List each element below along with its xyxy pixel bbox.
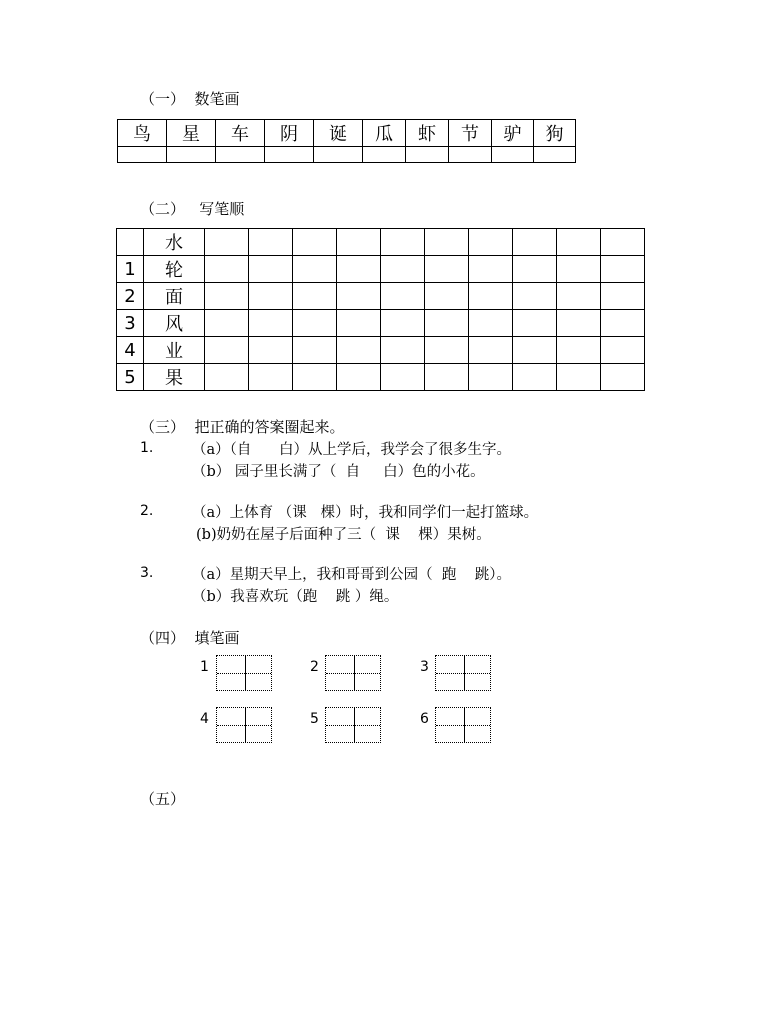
answer-cell[interactable] [314, 147, 363, 163]
answer-cell[interactable] [534, 147, 576, 163]
question-option-a[interactable]: （a）上体育 （课 棵）时，我和同学们一起打篮球。 [192, 505, 539, 521]
stroke-order-cell[interactable] [337, 364, 381, 391]
row-number [117, 229, 144, 256]
row-number: 2 [117, 283, 144, 310]
question-number: 1. [140, 440, 154, 456]
stroke-order-cell[interactable] [249, 337, 293, 364]
question-option-b[interactable]: （b）我喜欢玩（跑 跳 ）绳。 [192, 589, 399, 605]
char-cell: 阴 [265, 120, 314, 147]
answer-cell[interactable] [406, 147, 449, 163]
stroke-fill-box[interactable] [325, 655, 381, 691]
box-number: 4 [200, 711, 209, 727]
stroke-order-cell[interactable] [293, 310, 337, 337]
stroke-order-cell[interactable] [337, 229, 381, 256]
stroke-count-table [117, 119, 576, 163]
stroke-order-cell[interactable] [601, 364, 645, 391]
box-number: 2 [310, 659, 319, 675]
stroke-order-cell[interactable] [557, 364, 601, 391]
stroke-order-cell[interactable] [381, 283, 425, 310]
char-cell: 诞 [314, 120, 363, 147]
stroke-order-cell[interactable] [249, 364, 293, 391]
stroke-order-cell[interactable] [513, 364, 557, 391]
row-character: 业 [144, 337, 205, 364]
stroke-order-cell[interactable] [601, 283, 645, 310]
stroke-order-cell[interactable] [337, 310, 381, 337]
stroke-order-cell[interactable] [337, 337, 381, 364]
box-number: 5 [310, 711, 319, 727]
stroke-order-cell[interactable] [425, 256, 469, 283]
answer-cell[interactable] [216, 147, 265, 163]
stroke-order-cell[interactable] [337, 256, 381, 283]
char-cell: 狗 [534, 120, 576, 147]
stroke-order-cell[interactable] [205, 364, 249, 391]
stroke-order-cell[interactable] [249, 283, 293, 310]
stroke-order-cell[interactable] [601, 310, 645, 337]
stroke-order-cell[interactable] [469, 364, 513, 391]
char-cell: 鸟 [118, 120, 167, 147]
char-cell: 节 [449, 120, 492, 147]
section5-title: （五） [140, 790, 186, 808]
stroke-order-cell[interactable] [249, 256, 293, 283]
stroke-order-cell[interactable] [513, 310, 557, 337]
stroke-order-cell[interactable] [513, 229, 557, 256]
stroke-order-cell[interactable] [557, 337, 601, 364]
stroke-order-cell[interactable] [293, 283, 337, 310]
stroke-order-cell[interactable] [425, 229, 469, 256]
section1-title: （一） 数笔画 [140, 90, 240, 108]
stroke-order-cell[interactable] [513, 256, 557, 283]
row-number: 4 [117, 337, 144, 364]
stroke-order-cell[interactable] [425, 283, 469, 310]
stroke-order-cell[interactable] [249, 310, 293, 337]
stroke-order-cell[interactable] [557, 229, 601, 256]
stroke-order-cell[interactable] [249, 229, 293, 256]
section4-title: （四） 填笔画 [140, 629, 240, 647]
stroke-order-cell[interactable] [425, 364, 469, 391]
question-option-a[interactable]: （a）（自 白）从上学后，我学会了很多生字。 [192, 442, 512, 458]
stroke-order-cell[interactable] [205, 229, 249, 256]
stroke-order-cell[interactable] [469, 310, 513, 337]
question-number: 2. [140, 503, 154, 519]
stroke-order-row [117, 229, 645, 256]
box-number: 1 [200, 659, 209, 675]
row-character: 轮 [144, 256, 205, 283]
stroke-order-cell[interactable] [381, 364, 425, 391]
stroke-order-cell[interactable] [381, 337, 425, 364]
stroke-order-cell[interactable] [557, 310, 601, 337]
box-number: 6 [420, 711, 429, 727]
stroke-order-cell[interactable] [557, 283, 601, 310]
stroke-fill-box[interactable] [216, 655, 272, 691]
stroke-order-row [117, 310, 645, 337]
stroke-order-cell[interactable] [601, 337, 645, 364]
row-character: 面 [144, 283, 205, 310]
row-number: 5 [117, 364, 144, 391]
row-character: 水 [144, 229, 205, 256]
question-number: 3. [140, 565, 154, 581]
stroke-order-cell[interactable] [381, 310, 425, 337]
stroke-order-cell[interactable] [469, 337, 513, 364]
stroke-order-row [117, 283, 645, 310]
row-number: 3 [117, 310, 144, 337]
row-character: 果 [144, 364, 205, 391]
answer-cell[interactable] [265, 147, 314, 163]
box-number: 3 [420, 659, 429, 675]
char-cell: 虾 [406, 120, 449, 147]
stroke-order-cell[interactable] [425, 337, 469, 364]
stroke-order-cell[interactable] [293, 256, 337, 283]
row-character: 风 [144, 310, 205, 337]
stroke-order-cell[interactable] [381, 256, 425, 283]
stroke-order-cell[interactable] [601, 229, 645, 256]
stroke-order-row [117, 364, 645, 391]
stroke-order-cell[interactable] [205, 256, 249, 283]
stroke-order-cell[interactable] [205, 337, 249, 364]
stroke-order-cell[interactable] [205, 310, 249, 337]
stroke-order-cell[interactable] [205, 283, 249, 310]
answer-cell[interactable] [118, 147, 167, 163]
stroke-order-cell[interactable] [293, 364, 337, 391]
question-option-b[interactable]: (b)奶奶在屋子后面种了三（ 课 棵）果树。 [196, 527, 491, 543]
stroke-order-table [116, 228, 645, 391]
stroke-fill-box[interactable] [325, 707, 381, 743]
section2-title: （二） 写笔顺 [140, 200, 245, 218]
stroke-order-cell[interactable] [425, 310, 469, 337]
question-option-a[interactable]: （a）星期天早上，我和哥哥到公园（ 跑 跳）。 [192, 567, 512, 583]
stroke-order-cell[interactable] [469, 283, 513, 310]
stroke-fill-box[interactable] [216, 707, 272, 743]
stroke-order-cell[interactable] [557, 256, 601, 283]
stroke-order-cell[interactable] [469, 256, 513, 283]
char-cell: 星 [167, 120, 216, 147]
stroke-order-cell[interactable] [337, 283, 381, 310]
stroke-fill-box[interactable] [435, 655, 491, 691]
stroke-order-cell[interactable] [293, 337, 337, 364]
answer-cell[interactable] [363, 147, 406, 163]
answer-cell[interactable] [492, 147, 534, 163]
row-number: 1 [117, 256, 144, 283]
answer-cell[interactable] [449, 147, 492, 163]
char-cell: 瓜 [363, 120, 406, 147]
stroke-order-cell[interactable] [381, 229, 425, 256]
stroke-fill-box[interactable] [435, 707, 491, 743]
stroke-order-row [117, 337, 645, 364]
char-cell: 驴 [492, 120, 534, 147]
stroke-order-cell[interactable] [469, 229, 513, 256]
stroke-order-cell[interactable] [293, 229, 337, 256]
section3-title: （三） 把正确的答案圈起来。 [140, 418, 345, 436]
stroke-order-cell[interactable] [513, 337, 557, 364]
stroke-order-cell[interactable] [513, 283, 557, 310]
answer-cell[interactable] [167, 147, 216, 163]
stroke-order-row [117, 256, 645, 283]
char-cell: 车 [216, 120, 265, 147]
stroke-order-cell[interactable] [601, 256, 645, 283]
question-option-b[interactable]: （b） 园子里长满了（ 自 白）色的小花。 [192, 464, 485, 480]
